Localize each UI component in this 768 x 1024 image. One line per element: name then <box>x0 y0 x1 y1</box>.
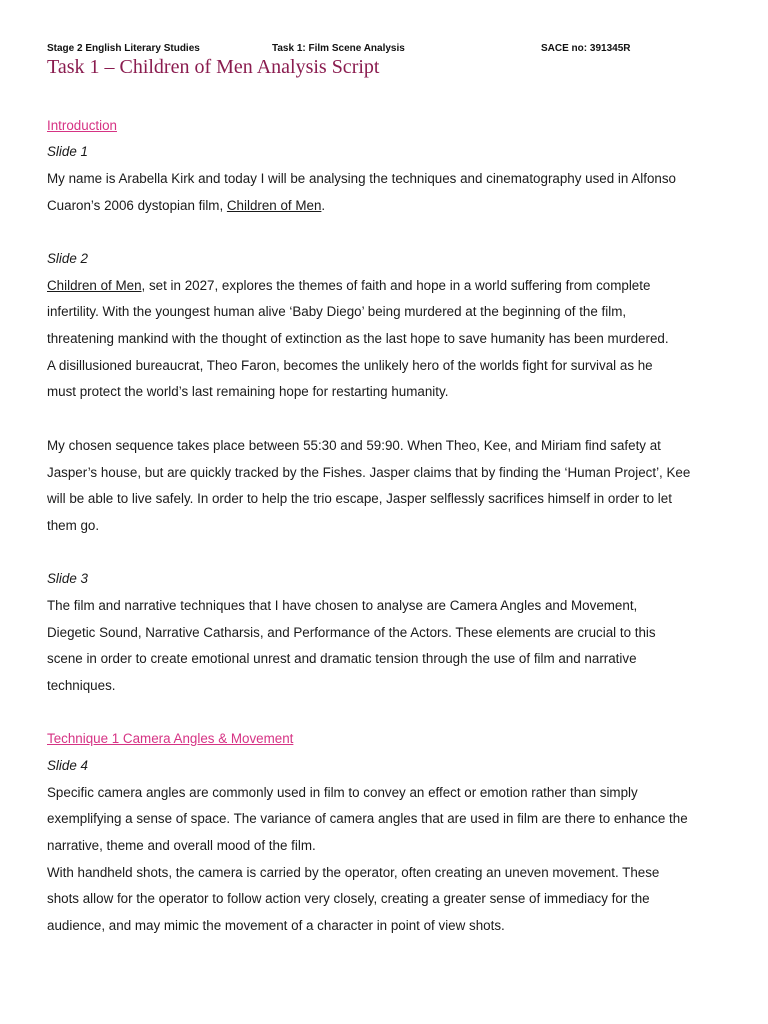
paragraph-line: narrative, theme and overall mood of the film. <box>47 838 316 853</box>
slide-label-2: Slide 2 <box>47 251 88 266</box>
slide-label-1: Slide 1 <box>47 144 88 159</box>
paragraph-line: scene in order to create emotional unrest and dramatic tension through the use of film and narrative <box>47 651 637 666</box>
paragraph-line: must protect the world’s last remaining hope for restarting humanity. <box>47 384 449 399</box>
paragraph-line: With handheld shots, the camera is carried by the operator, often creating an uneven movement. These <box>47 865 660 880</box>
paragraph-line: A disillusioned bureaucrat, Theo Faron, becomes the unlikely hero of the worlds fight for survival as he <box>47 358 653 373</box>
paragraph-line: threatening mankind with the thought of extinction as the last hope to save humanity has been murdered. <box>47 331 669 346</box>
header-task: Task 1: Film Scene Analysis <box>272 43 405 54</box>
slide-label-3: Slide 3 <box>47 571 88 586</box>
paragraph-line: techniques. <box>47 678 116 693</box>
paragraph-line: infertility. With the youngest human alive ‘Baby Diego’ being murdered at the beginning of the film, <box>47 304 627 319</box>
paragraph-line: My name is Arabella Kirk and today I will be analysing the techniques and cinematography used in Alfonso <box>47 171 676 186</box>
header-sace: SACE no: 391345R <box>541 43 631 54</box>
page-title: Task 1 – Children of Men Analysis Script <box>47 56 380 78</box>
film-title: Children of Men <box>226 198 322 213</box>
paragraph-line: My chosen sequence takes place between 55:30 and 59:90. When Theo, Kee, and Miriam find safety at <box>47 438 661 453</box>
paragraph-line: exemplifying a sense of space. The variance of camera angles that are used in film are there to enhance the <box>47 811 688 826</box>
paragraph-line: Jasper’s house, but are quickly tracked by the Fishes. Jasper claims that by finding the ‘Human Project’, Kee <box>47 465 691 480</box>
text-run: . <box>321 198 326 213</box>
paragraph-line: will be able to live safely. In order to help the trio escape, Jasper selflessly sacrifices himself in order to let <box>47 491 672 506</box>
paragraph-line: them go. <box>47 518 100 533</box>
paragraph-line: audience, and may mimic the movement of a character in point of view shots. <box>47 918 505 933</box>
paragraph-line <box>47 197 728 215</box>
paragraph-line: shots allow for the operator to follow action very closely, creating a greater sense of immediacy for the <box>47 891 650 906</box>
header-course: Stage 2 English Literary Studies <box>47 43 200 54</box>
film-title: Children of Men <box>47 278 142 293</box>
section-heading-technique-1: Technique 1 Camera Angles & Movement <box>47 731 294 746</box>
paragraph-line: Diegetic Sound, Narrative Catharsis, and Performance of the Actors. These elements are crucial to this <box>47 625 656 640</box>
text-run: Cuaron’s 2006 dystopian film, <box>47 198 227 213</box>
paragraph-line: The film and narrative techniques that I have chosen to analyse are Camera Angles and Movement, <box>47 598 638 613</box>
slide-label-4: Slide 4 <box>47 758 88 773</box>
text-run: , set in 2027, explores the themes of faith and hope in a world suffering from complete <box>141 278 651 293</box>
paragraph-line: Specific camera angles are commonly used in film to convey an effect or emotion rather than simply <box>47 785 638 800</box>
section-heading-introduction: Introduction <box>47 118 117 133</box>
paragraph-line <box>47 277 728 295</box>
